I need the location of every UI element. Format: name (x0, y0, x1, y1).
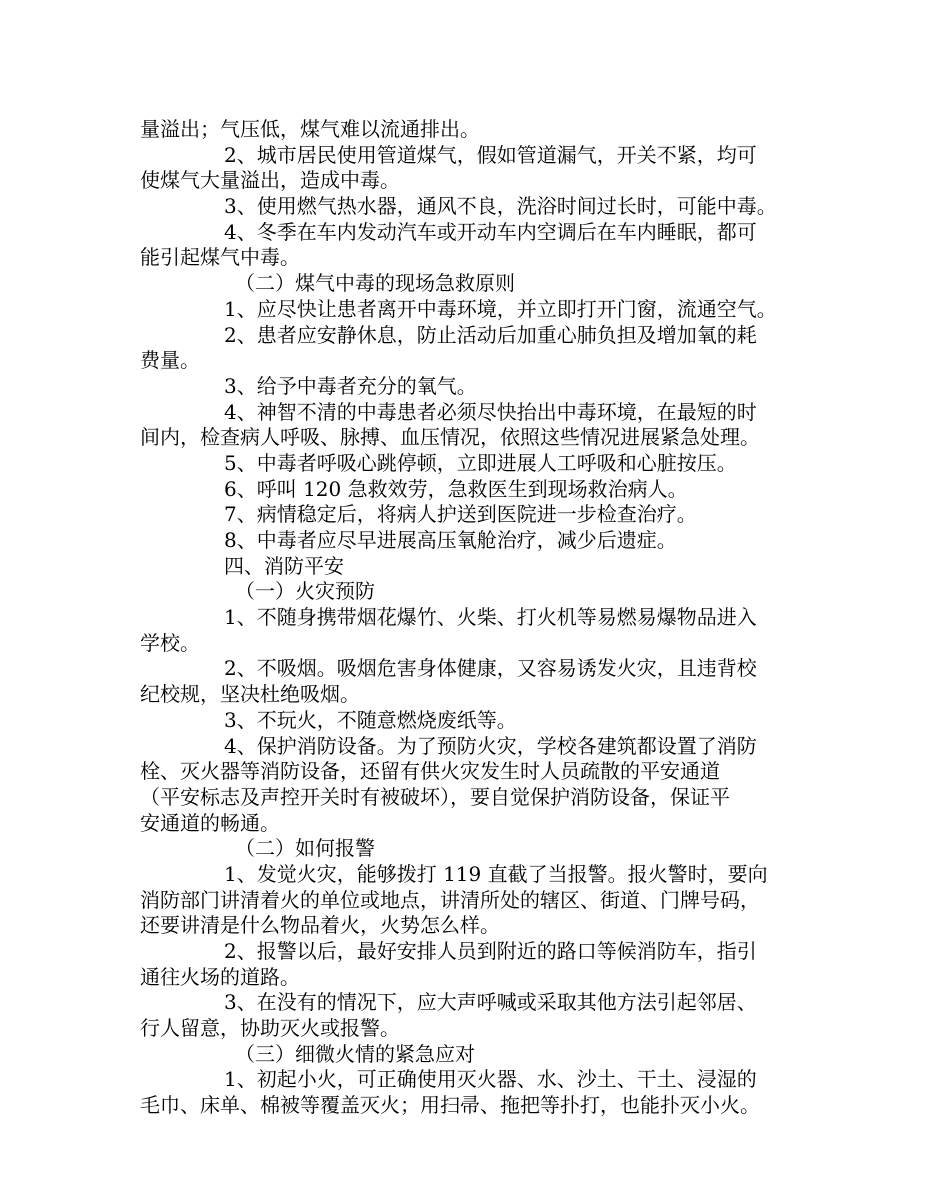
text-line: 2、患者应安静休息，防止活动后加重心肺负担及增加氧的耗 (224, 322, 757, 347)
text-line: 间内，检查病人呼吸、脉搏、血压情况，依照这些情况进展紧急处理。 (140, 425, 760, 450)
text-line: 量溢出；气压低，煤气难以流通排出。 (140, 117, 480, 141)
section-heading: （二）煤气中毒的现场急救原则 (235, 271, 515, 296)
text-line: 栓、灭火器等消防设备，还留有供火灾发生时人员疏散的平安通道 (140, 759, 720, 784)
text-line: 4、冬季在车内发动汽车或开动车内空调后在车内睡眠，都可 (224, 219, 757, 244)
text-line: 2、报警以后，最好安排人员到附近的路口等候消防车，指引 (224, 939, 757, 963)
text-line: 5、中毒者呼吸心跳停顿，立即进展人工呼吸和心脏按压。 (224, 450, 737, 475)
text-line: 1、初起小火，可正确使用灭火器、水、沙土、干土、浸湿的 (224, 1067, 757, 1092)
text-line: 3、给予中毒者充分的氧气。 (224, 373, 477, 398)
text-line: 安通道的畅通。 (140, 810, 280, 835)
text-line: 3、在没有的情况下，应大声呼喊或采取其他方法引起邻居、 (224, 990, 757, 1015)
text-line: 2、不吸烟。吸烟危害身体健康，又容易诱发火灾，且违背校 (224, 656, 757, 681)
text-line: （平安标志及声控开关时有被破坏），要自觉保护消防设备，保证平 (140, 784, 730, 809)
text-line: 1、发觉火灾，能够拨打 119 直截了当报警。报火警时，要向 (224, 861, 768, 886)
section-heading: （一）火灾预防 (235, 579, 375, 604)
section-heading: （三）细微火情的紧急应对 (235, 1041, 475, 1066)
text-line: 行人留意，协助灭火或报警。 (140, 1016, 400, 1041)
text-line: 4、神智不清的中毒患者必须尽快抬出中毒环境，在最短的时 (224, 399, 757, 424)
text-line: 使煤气大量溢出，造成中毒。 (140, 168, 400, 193)
section-heading: （二）如何报警 (235, 836, 375, 861)
text-line: 6、呼叫 120 急救效劳，急救医生到现场救治病人。 (224, 476, 688, 501)
text-line: 学校。 (140, 630, 200, 655)
text-line: 费量。 (140, 348, 200, 373)
text-line: 4、保护消防设备。为了预防火灾，学校各建筑都设置了消防 (224, 733, 757, 758)
text-line: 3、使用燃气热水器，通风不良，洗浴时间过长时，可能中毒。 (224, 194, 777, 219)
text-line: 7、病情稳定后，将病人护送到医院进一步检查治疗。 (224, 502, 697, 527)
text-line: 纪校规，坚决杜绝吸烟。 (140, 682, 360, 707)
text-line: 8、中毒者应尽早进展高压氧舱治疗，减少后遗症。 (224, 528, 677, 552)
text-line: 消防部门讲清着火的单位或地点，讲清所处的辖区、街道、门牌号码， (140, 887, 760, 912)
text-line: 还要讲清是什么物品着火，火势怎么样。 (140, 913, 500, 938)
text-line: 毛巾、床单、棉被等覆盖灭火；用扫帚、拖把等扑打，也能扑灭小火。 (140, 1093, 760, 1118)
text-line: 1、应尽快让患者离开中毒环境，并立即打开门窗，流通空气。 (224, 296, 777, 321)
document-body (140, 117, 830, 1119)
text-line: 2、城市居民使用管道煤气，假如管道漏气，开关不紧，均可 (224, 142, 757, 167)
text-line: 四、消防平安 (224, 553, 344, 578)
text-line: 通往火场的道路。 (140, 964, 300, 989)
text-line: 3、不玩火，不随意燃烧废纸等。 (224, 707, 517, 732)
text-line: 能引起煤气中毒。 (140, 245, 300, 270)
text-line: 1、不随身携带烟花爆竹、火柴、打火机等易燃易爆物品进入 (224, 605, 757, 630)
